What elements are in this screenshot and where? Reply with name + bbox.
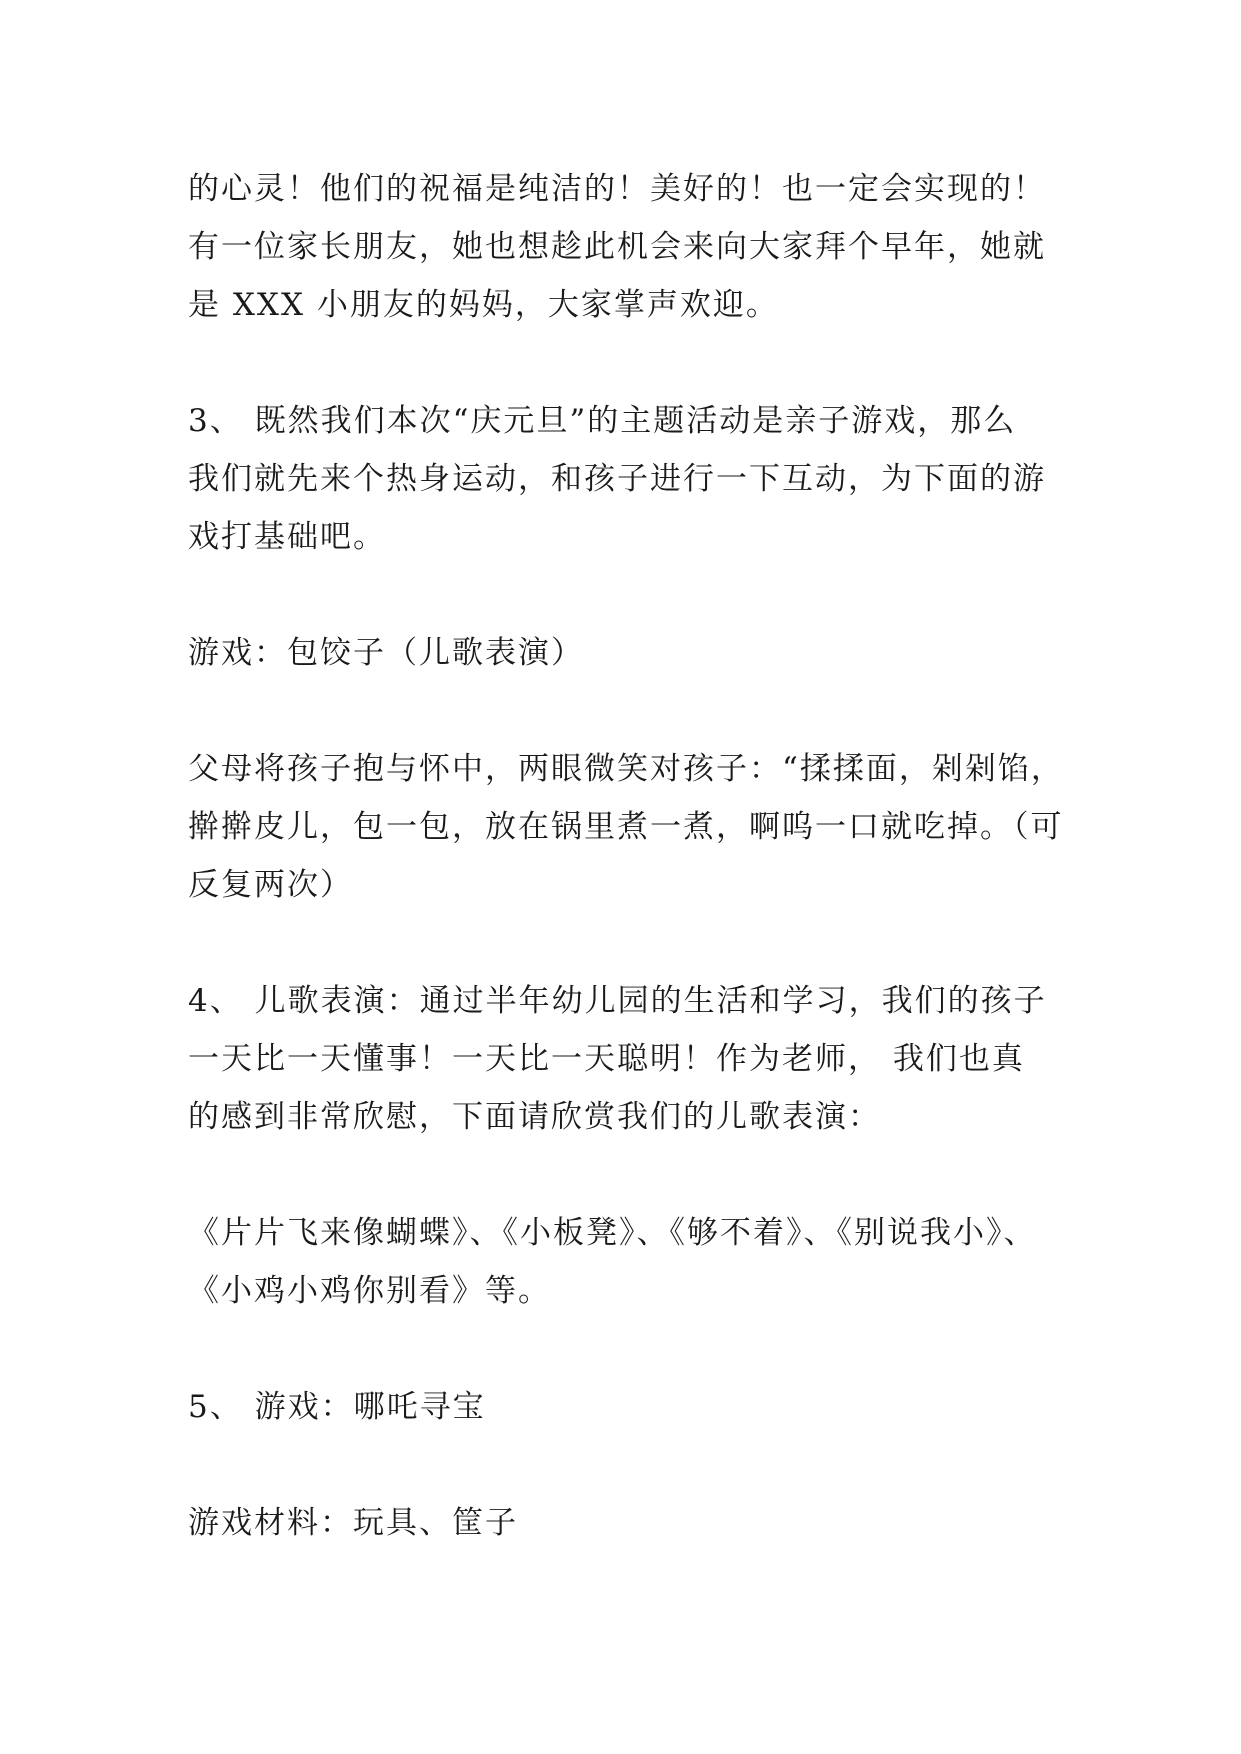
text-line: 4、 儿歌表演：通过半年幼儿园的生活和学习，我们的孩子 (188, 983, 1047, 1019)
text-line: 反复两次） (188, 867, 353, 903)
paragraph-song-list (188, 1204, 1058, 1320)
paragraph-game-materials (188, 1494, 1058, 1552)
paragraph-game-description (188, 740, 1064, 914)
text-line: 游戏：包饺子（儿歌表演） (188, 635, 584, 671)
text-line: 的心灵！他们的祝福是纯洁的！美好的！也一定会实现的！ (188, 171, 1046, 207)
text-line: 有一位家长朋友，她也想趁此机会来向大家拜个早年，她就 (188, 229, 1046, 265)
text-line: 是 XXX 小朋友的妈妈，大家掌声欢迎。 (188, 287, 779, 323)
text-line: 的感到非常欣慰，下面请欣赏我们的儿歌表演： (188, 1099, 881, 1135)
paragraph-item-3 (188, 392, 1058, 566)
text-line: 《小鸡小鸡你别看》等。 (188, 1273, 551, 1309)
text-line: 一天比一天懂事！一天比一天聪明！作为老师， 我们也真 (188, 1041, 1025, 1077)
paragraph-item-4 (188, 972, 1058, 1146)
text-line: 5、 游戏：哪吒寻宝 (188, 1389, 486, 1425)
text-line: 游戏材料：玩具、筐子 (188, 1505, 518, 1541)
text-line: 戏打基础吧。 (188, 519, 386, 555)
document-body (188, 160, 1064, 1610)
text-line: 我们就先来个热身运动，和孩子进行一下互动，为下面的游 (188, 461, 1046, 497)
paragraph-item-5 (188, 1378, 1058, 1436)
text-line: 父母将孩子抱与怀中，两眼微笑对孩子：“揉揉面，剁剁馅， (188, 751, 1064, 787)
text-line: 擀擀皮儿，包一包，放在锅里煮一煮，啊呜一口就吃掉。（可 (188, 809, 1064, 845)
paragraph-game-title (188, 624, 1058, 682)
text-line: 《片片飞来像蝴蝶》、《小板凳》、《够不着》、《别说我小》、 (188, 1215, 1037, 1251)
text-line: 3、 既然我们本次“庆元旦”的主题活动是亲子游戏，那么 (188, 403, 1017, 439)
paragraph-closing-greeting (188, 160, 1058, 334)
